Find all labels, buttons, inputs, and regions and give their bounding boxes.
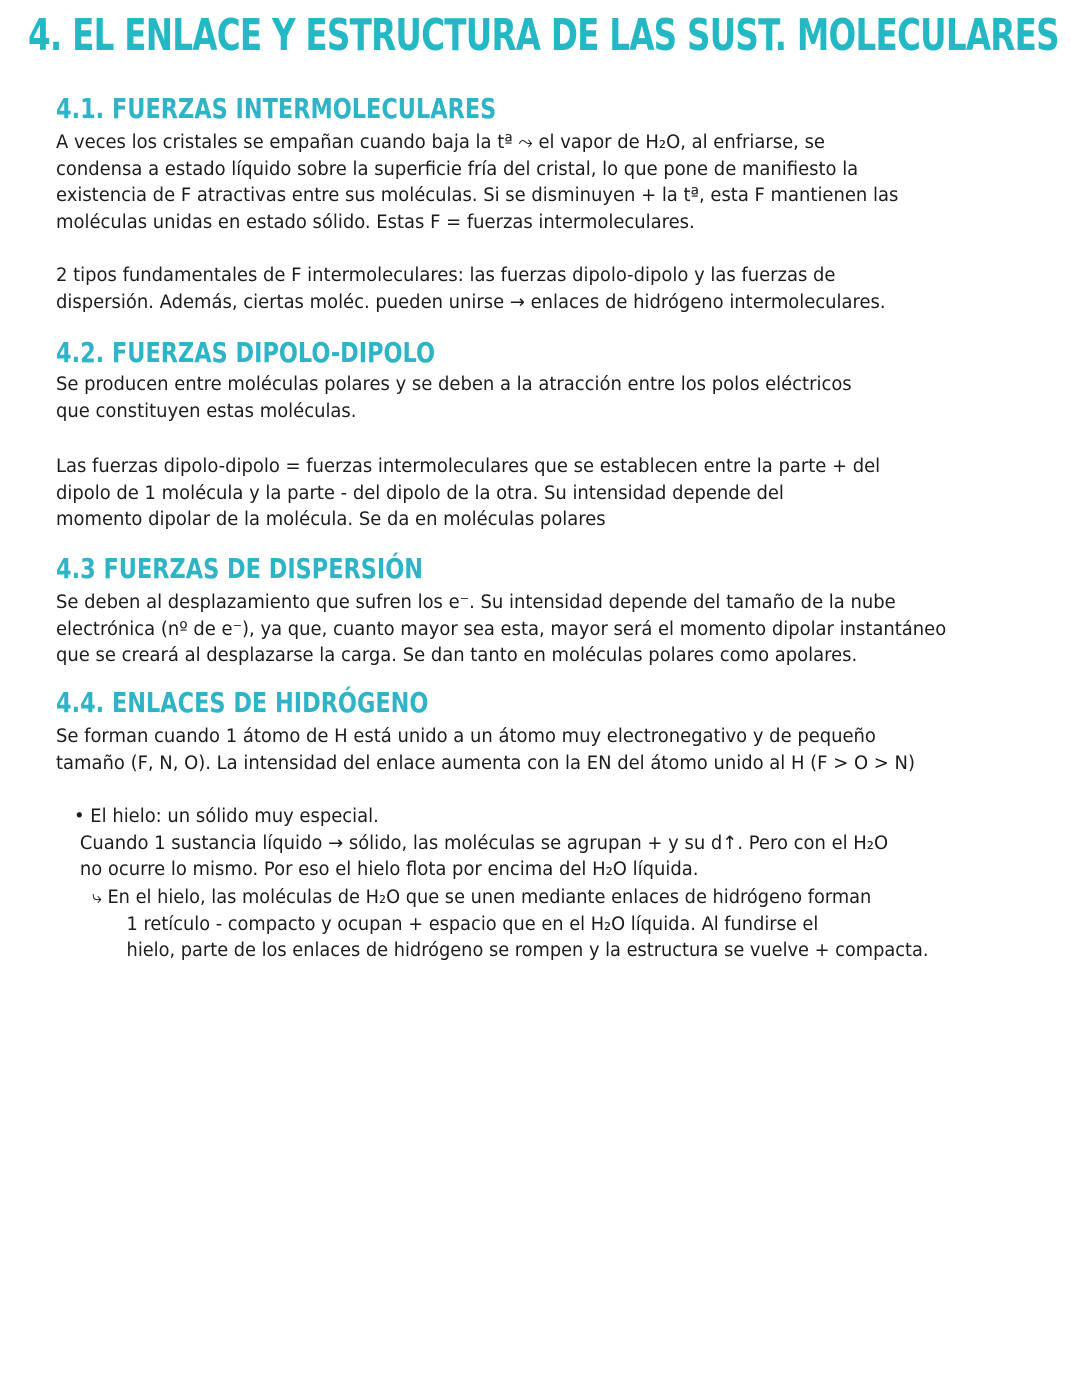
text-line: moléculas unidas en estado sólido. Estas F = fuerzas intermoleculares. [56,211,695,233]
text-line: momento dipolar de la molécula. Se da en moléculas polares [56,509,606,530]
text-line: que se creará al desplazarse la carga. Se dan tanto en moléculas polares como apolares. [56,645,858,666]
text-line: dispersión. Además, ciertas moléc. pueden unirse → enlaces de hidrógeno intermoleculares. [56,291,886,313]
page-title: 4. EL ENLACE Y ESTRUCTURA DE LAS SUST. MOLECULARES [28,10,1059,61]
text-line: 1 retículo - compacto y ocupan + espacio que en el H₂O líquida. Al fundirse el [126,913,819,935]
text-line: 2 tipos fundamentales de F intermoleculares: las fuerzas dipolo-dipolo y las fuerzas de [56,265,836,286]
text-line: que constituyen estas moléculas. [56,400,357,422]
section-heading-4-1: 4.1. FUERZAS INTERMOLECULARES [56,92,497,125]
section-heading-4-3: 4.3 FUERZAS DE DISPERSIÓN [56,552,424,585]
section-heading-4-2: 4.2. FUERZAS DIPOLO-DIPOLO [56,336,436,369]
text-line: Las fuerzas dipolo-dipolo = fuerzas intermoleculares que se establecen entre la parte + del [56,456,881,477]
section-heading-4-4: 4.4. ENLACES DE HIDRÓGENO [56,686,429,719]
ice-note-detail [92,885,929,965]
text-line: no ocurre lo mismo. Por eso el hielo flota por encima del H₂O líquida. [79,859,699,880]
ice-note [74,804,888,884]
paragraph-4-2-b [56,454,880,534]
text-line: condensa a estado líquido sobre la superficie fría del cristal, lo que pone de manifiesto la [56,158,859,180]
text-line: dipolo de 1 molécula y la parte - del dipolo de la otra. Su intensidad depende del [56,482,784,504]
text-line: Se producen entre moléculas polares y se deben a la atracción entre los polos eléctricos [56,374,852,395]
text-line: En el hielo, las moléculas de H₂O que se unen mediante enlaces de hidrógeno forman [107,887,872,908]
paragraph-4-4 [56,724,915,777]
text-line: Se forman cuando 1 átomo de H está unido a un átomo muy electronegativo y de pequeño [56,726,876,747]
text-line: A veces los cristales se empañan cuando baja la tª ⤳ el vapor de H₂O, al enfriarse, se [56,132,825,153]
ice-note-heading: • El hielo: un sólido muy especial. [74,806,379,827]
text-line-with-arrow [92,885,929,912]
paragraph-4-1-a [56,130,898,236]
text-line: Cuando 1 sustancia líquido → sólido, las moléculas se agrupan + y su d↑. Pero con el H₂O [79,832,889,854]
text-line: electrónica (nº de e⁻), ya que, cuanto mayor sea esta, mayor será el momento dipolar instantáneo [56,618,947,640]
text-line: hielo, parte de los enlaces de hidrógeno se rompen y la estructura se vuelve + compacta. [126,940,929,961]
text-line: Se deben al desplazamiento que sufren los e⁻. Su intensidad depende del tamaño de la nube [56,592,896,613]
paragraph-4-3 [56,590,946,670]
curly-arrow-icon: ⤷ [92,887,102,908]
paragraph-4-2-a [56,372,852,425]
text-line: tamaño (F, N, O). La intensidad del enlace aumenta con la EN del átomo unido al H (F > O > N) [56,752,915,774]
text-line: existencia de F atractivas entre sus moléculas. Si se disminuyen + la tª, esta F mantienen las [56,185,899,206]
paragraph-4-1-b [56,263,886,316]
